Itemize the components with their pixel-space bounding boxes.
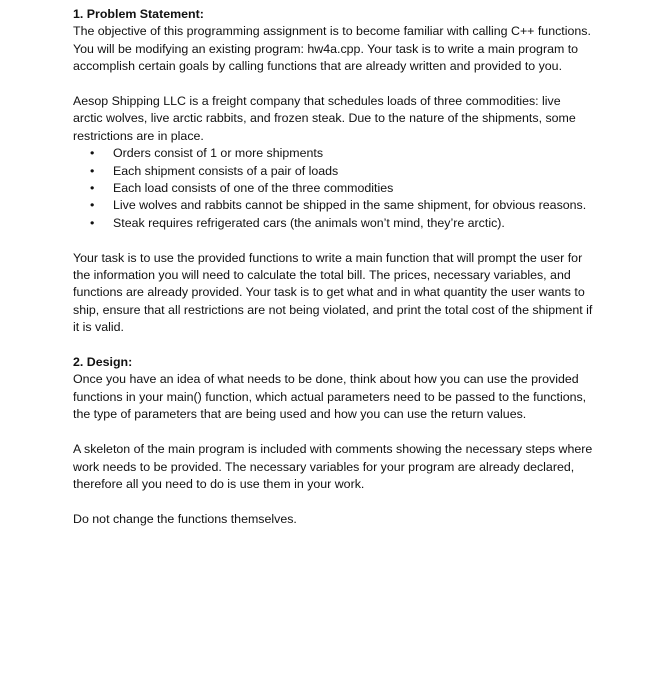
design-intro: Once you have an idea of what needs to be done, think about how you can use the provided functions in your main() function, which actual parameters need to be passed to the functions, the type of parameters that are being used and how you can use the return values. — [73, 372, 587, 422]
bullet-icon: • — [90, 198, 95, 213]
list-item: • Steak requires refrigerated cars (the animals won’t mind, they’re arctic). — [73, 215, 593, 232]
list-item: • Each shipment consists of a pair of loads — [73, 163, 593, 180]
list-item: • Orders consist of 1 or more shipments — [73, 145, 593, 162]
restrictions-list — [73, 145, 593, 232]
problem-statement-objective: The objective of this programming assignment is to become familiar with calling C++ functions. You will be modifying an existing program: hw4a.cpp. Your task is to write a main program to accomplish certain goals by calling functions that are already written and provided to you. — [73, 24, 591, 74]
bullet-icon: • — [90, 181, 95, 196]
list-item: • Each load consists of one of the three commodities — [73, 180, 593, 197]
design-warning: Do not change the functions themselves. — [73, 511, 297, 526]
bullet-icon: • — [90, 146, 95, 161]
document-page — [73, 6, 593, 528]
problem-statement-task: Your task is to use the provided functions to write a main function that will prompt the user for the information you will need to calculate the total bill. The prices, necessary variables, and functions are already provided. Your task is to get what and in what quantity the user wants to ship, ensure that all restrictions are not being violated, and print the total cost of the shipment if it is valid. — [73, 250, 593, 335]
bullet-icon: • — [90, 215, 95, 230]
problem-statement-heading: 1. Problem Statement: — [73, 7, 204, 21]
design-skeleton: A skeleton of the main program is included with comments showing the necessary steps where work needs to be provided. The necessary variables for your program are already declared, therefore all you need to do is use them in your work. — [73, 442, 593, 491]
problem-statement-company-description: Aesop Shipping LLC is a freight company that schedules loads of three commodities: live arctic wolves, live arctic rabbits, and frozen steak. Due to the nature of the shipments, some restrictions are in place. — [73, 94, 576, 143]
design-heading: 2. Design: — [73, 355, 133, 370]
list-item: • Live wolves and rabbits cannot be shipped in the same shipment, for obvious reasons. — [73, 197, 593, 214]
bullet-icon: • — [90, 163, 95, 178]
